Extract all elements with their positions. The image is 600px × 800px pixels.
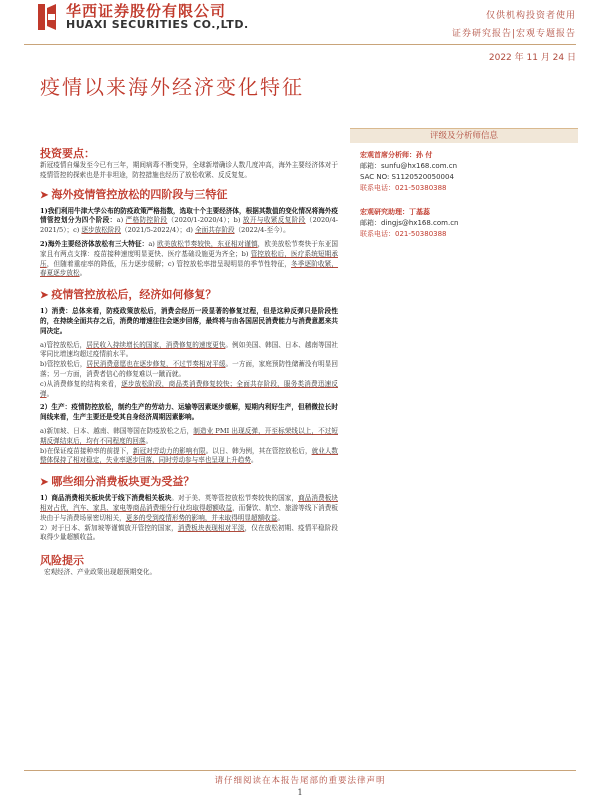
- report-date: 2022 年 11 月 24 日: [488, 53, 576, 63]
- summary-intro: 新冠疫情自爆发至今已有三年，期间病毒不断变异，全球新增确诊人数几度冲高，海外主要经济体对于疫情管控的探索也是并非坦途，防控措施也经历了放松收紧、反反复复。: [40, 161, 338, 179]
- section3-para1: 1）商品消费相关板块优于线下消费相关板块。对于美、英等管控放松节奏较快的国家，商品消费板块相对占优，汽车、家具、家电等商品消费细分行业均取得超额收益，而餐饮、航空、旅游等线下消费板块由于与消费场景密切相关，更多的受到疫情形势的影响，并未取得明显超额收益。: [40, 494, 339, 522]
- company-name-en: HUAXI SECURITIES CO.,LTD.: [66, 18, 249, 31]
- analyst2-title: 宏观研究助理：丁基蕊: [360, 207, 430, 216]
- legal-disclaimer: 请仔细阅读在本报告尾部的重要法律声明: [214, 776, 386, 786]
- analyst1-phone: 联系电话：021-50380388: [360, 184, 447, 192]
- summary-heading: 投资要点：: [40, 147, 95, 160]
- section2-item-2b: b)在保证疫苗接种率的前提下，新冠对劳动力的影响有限。以日、韩为例，其在管控放松后，就业人数整体保持了相对稳定，失业率逐步回落，同时劳动参与率也呈现上升趋势。: [40, 446, 339, 465]
- header-divider: [24, 44, 576, 45]
- risk-text: 宏观经济、产业政策出现超预期变化。: [44, 568, 157, 577]
- section2-para2: 2）生产：疫情防控放松，制约生产的劳动力、运输等因素逐步缓解，短期内利好生产，但稍微拉长时间线来看，生产主要还是受其自身经济周期因素影响。: [40, 403, 338, 422]
- audience-note: 仅供机构投资者使用: [485, 11, 576, 21]
- analyst-sidebar: [350, 128, 578, 240]
- risk-heading: 风险提示: [40, 554, 84, 568]
- section1-para2: 2)海外主要经济体放松有三大特征：a) 欧美放松节奏较快，东亚相对谨慎，欧美放松节奏快于东亚国家且有两点支撑：疫苗接种速度明显更快、医疗基础设施更为齐全；b) 管控放松后，医疗系统短期承压，但随着重症率的降低，压力逐步缓解；c) 管控放松率措呈现明显的季节性特征，冬季逐阶收紧，春夏逐步放松。: [40, 239, 339, 278]
- analyst2-email[interactable]: 邮箱：dingjs@hx168.com.cn: [360, 219, 459, 227]
- section3-para2: 2）对于日本、新加坡等谨慎放开管控的国家，消费板块表现相对平淡，仅在放松初期、疫情平稳阶段取得少量超额收益。: [40, 523, 339, 542]
- analyst-block-1: [350, 143, 578, 194]
- analyst-block-2: [350, 194, 578, 240]
- section2-item-a: a)管控放松后，居民收入持续增长的国家，消费修复的速度更快。例如美国、韩国、日本、越南等国社零同比增速均超过疫情前水平。: [40, 340, 339, 359]
- page-number: 1: [297, 788, 303, 797]
- analyst1-email[interactable]: 邮箱：sunfu@hx168.com.cn: [360, 162, 458, 170]
- company-name-cn: 华西证券股份有限公司: [66, 2, 227, 20]
- analyst1-sac: SAC NO: S1120520050004: [360, 173, 454, 181]
- footer-divider: [24, 770, 576, 771]
- section2-para1: 1）消费：总体来看，防疫政策放松后，消费会经历一段显著的修复过程，但是这种反弹只是阶段性的，在持续全面共存之后，消费的增速往往会逐步回落，最终将与由各国居民消费能力与消费意愿来共同决定。: [40, 307, 338, 335]
- analyst1-title: 宏观首席分析师：孙 付: [360, 150, 433, 159]
- section1-para1: 1)我们利用牛津大学公布的防疫政策严格指数，选取十个主要经济体，根据其数值的变化情况将海外疫情管控划分为四个阶段：a) 严格防控阶段（2020/1-2020/4）；b) 放开与收紧反复阶段（2020/4-2021/5）；c) 逐步放松阶段（2021/5-2022/4）；d) 全面共存阶段（2022/4-至今）。: [40, 206, 339, 235]
- section2-item-c: c)从消费修复的结构来看，逐步放松阶段，商品类消费修复较快；全面共存阶段，服务类消费迅速反弹。: [40, 379, 339, 398]
- main-content: [40, 146, 338, 578]
- huaxi-logo-icon: [36, 2, 58, 32]
- section2-item-b: b)管控放松后，居民消费意愿也在逐步修复，不过节奏相对平缓。一方面，家庭预防性储蓄没有明显回落；另一方面，消费者信心的修复难以一蹴而就。: [40, 360, 339, 378]
- report-type: 证券研究报告|宏观专题报告: [451, 29, 576, 39]
- section1-heading: ➤ 海外疫情管控放松的四阶段与三特征: [40, 187, 338, 203]
- section2-heading: ➤ 疫情管控放松后，经济如何修复？: [40, 287, 338, 303]
- section2-item-2a: a)新加坡、日本、越南、韩国等国在防疫放松之后，制造业 PMI 出现反弹，开至标荣线以上，不过短期反弹结束后，均有不同程度的回落。: [40, 426, 338, 445]
- report-title: 疫情以来海外经济变化特征: [40, 75, 304, 99]
- section3-heading: ➤ 哪些细分消费板块更为受益？: [40, 474, 338, 490]
- analyst2-phone: 联系电话：021-50380388: [360, 230, 447, 238]
- sidebar-bar-title: 评级及分析师信息: [350, 128, 578, 143]
